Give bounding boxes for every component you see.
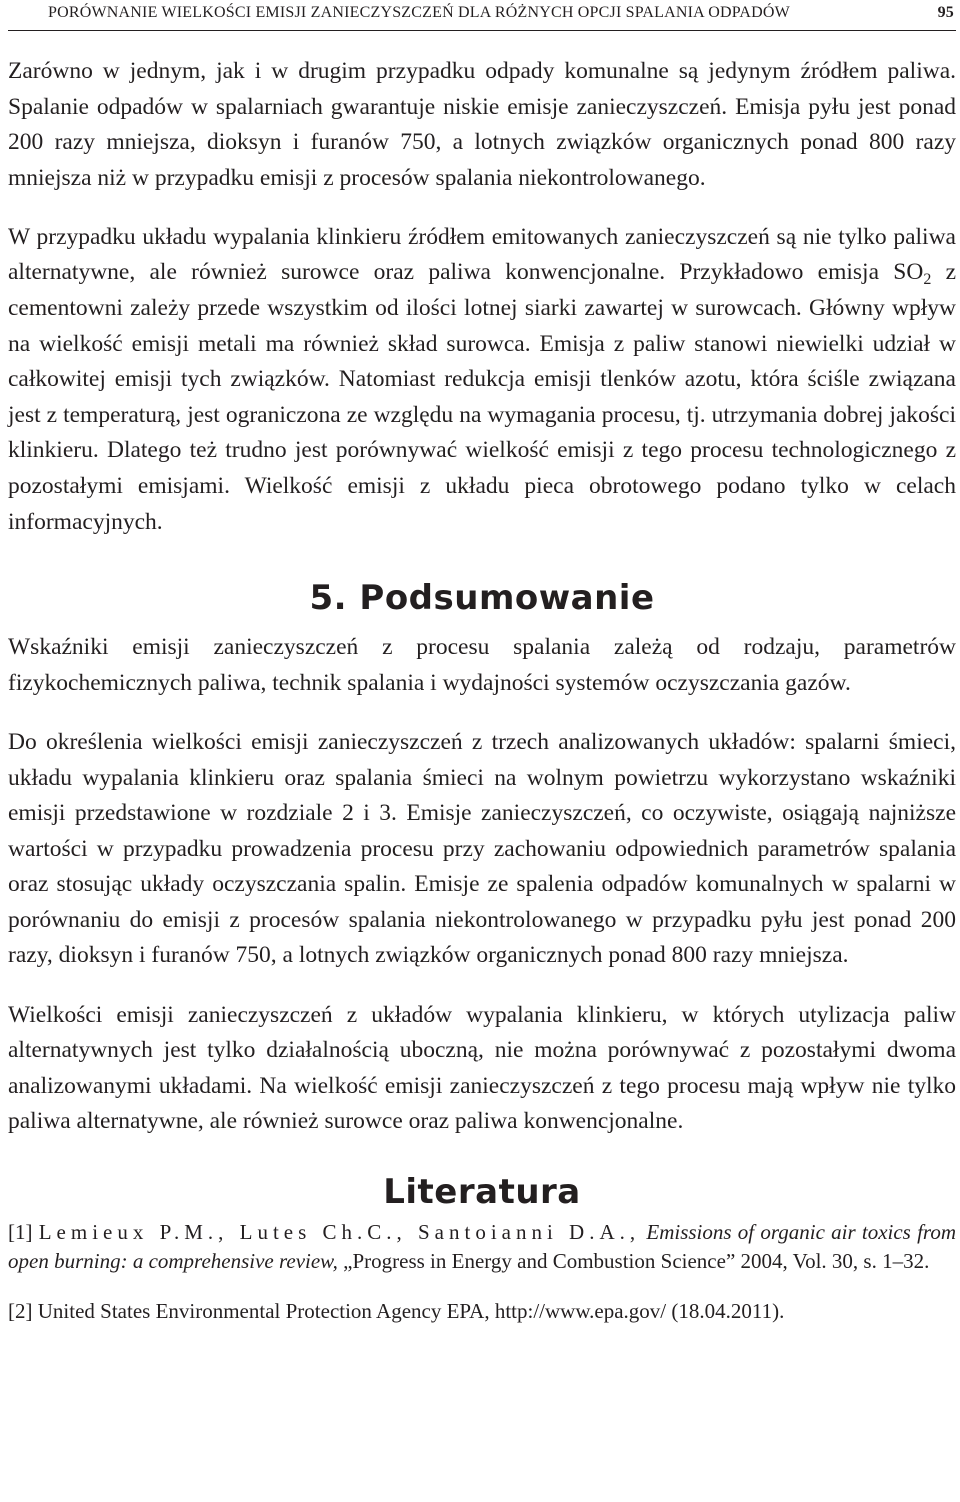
literature-heading: Literatura — [383, 1171, 581, 1212]
paragraph — [8, 220, 956, 540]
running-title: PORÓWNANIE WIELKOŚCI EMISJI ZANIECZYSZCZEŃ DLA RÓŻNYCH OPCJI SPALANIA ODPADÓW — [48, 4, 790, 21]
running-header — [8, 0, 956, 31]
paragraph-text: W przypadku układu wypalania klinkieru źródłem emitowanych zanieczyszczeń są nie tylko paliwa alternatywne, ale również surowce oraz paliwa konwencjonalne. Przykładowo emisja SO — [8, 223, 956, 286]
reference-authors: Lemieux P.M., Lutes Ch.C., Santoianni D.A., — [38, 1219, 641, 1244]
document-page — [8, 0, 956, 1347]
page-number: 95 — [937, 4, 954, 21]
reference-item — [8, 1218, 956, 1276]
paragraph: Wielkości emisji zanieczyszczeń z układów wypalania klinkieru, w których utylizacja paliw alternatywnych jest tylko działalnością uboczną, nie można porównywać z pozostałymi dwoma analizowanymi układami. Na wielkość emisji zanieczyszczeń z tego procesu mają wpływ nie tylko paliwa alternatywne, ale również surowce oraz paliwa konwencjonalne. — [8, 1001, 956, 1135]
paragraph: Do określenia wielkości emisji zanieczyszczeń z trzech analizowanych układów: spalarni śmieci, układu wypalania klinkieru oraz spalania śmieci na wolnym powietrzu wykorzystano wskaźniki emisji przedstawione w rozdziale 2 i 3. Emisje zanieczyszczeń, co oczywiste, osiągają najniższe wartości w przypadku prowadzenia procesu przy zachowaniu odpowiednich parametrów spalania oraz stosując układy oczyszczania spalin. Emisje ze spalenia odpadów komunalnych w spalarni w porównaniu do emisji z procesów spalania niekontrolowanego w przypadku pyłu jest ponad 200 razy, dioksyn i furanów 750, a lotnych związków organicznych ponad 800 razy mniejsza. — [8, 728, 956, 969]
reference-source: „Progress in Energy and Combustion Science” 2004, Vol. 30, s. 1–32. — [343, 1248, 930, 1273]
subscript: 2 — [923, 271, 932, 289]
paragraph: Wskaźniki emisji zanieczyszczeń z procesu spalania zależą od rodzaju, parametrów fizykochemicznych paliwa, technik spalania i wydajności systemów oczyszczania gazów. — [8, 634, 956, 696]
reference-title: Emissions of organic air toxics from open burning: a comprehensive review, — [8, 1219, 956, 1273]
paragraph: Zarówno w jednym, jak i w drugim przypadku odpady komunalne są jedynym źródłem paliwa. Spalanie odpadów w spalarniach gwarantuje niskie emisje zanieczyszczeń. Emisja pyłu jest ponad 200 razy mniejsza, dioksyn i furanów 750, a lotnych związków organicznych ponad 800 razy mniejsza niż w przypadku emisji z procesów spalania niekontrolowanego. — [8, 58, 956, 191]
reference-list — [8, 1218, 956, 1326]
reference-number: [1] — [8, 1219, 33, 1244]
reference-number: [2] — [8, 1298, 33, 1323]
paragraph-text: z cementowni zależy przede wszystkim od ilości lotnej siarki zawartej w surowcach. Główny wpływ na wielkość emisji metali ma również skład surowca. Emisja z paliw stanowi niewielki udział w całkowitej emisji tych związków. Natomiast redukcja emisji tlenków azotu, która ściśle związana jest z temperaturą, jest ograniczona ze względu na wymagania procesu, tj. utrzymania dobrej jakości klinkieru. Dlatego też trudno jest porównywać wielkość emisji z tego procesu technologicznego z pozostałymi emisjami. Wielkość emisji z układu pieca obrotowego podano tylko w celach informacyjnych. — [8, 259, 957, 535]
reference-text: United States Environmental Protection Agency EPA, http://www.epa.gov/ (18.04.2011). — [37, 1298, 785, 1323]
reference-item — [8, 1297, 956, 1326]
section-heading: 5. Podsumowanie — [309, 578, 655, 619]
